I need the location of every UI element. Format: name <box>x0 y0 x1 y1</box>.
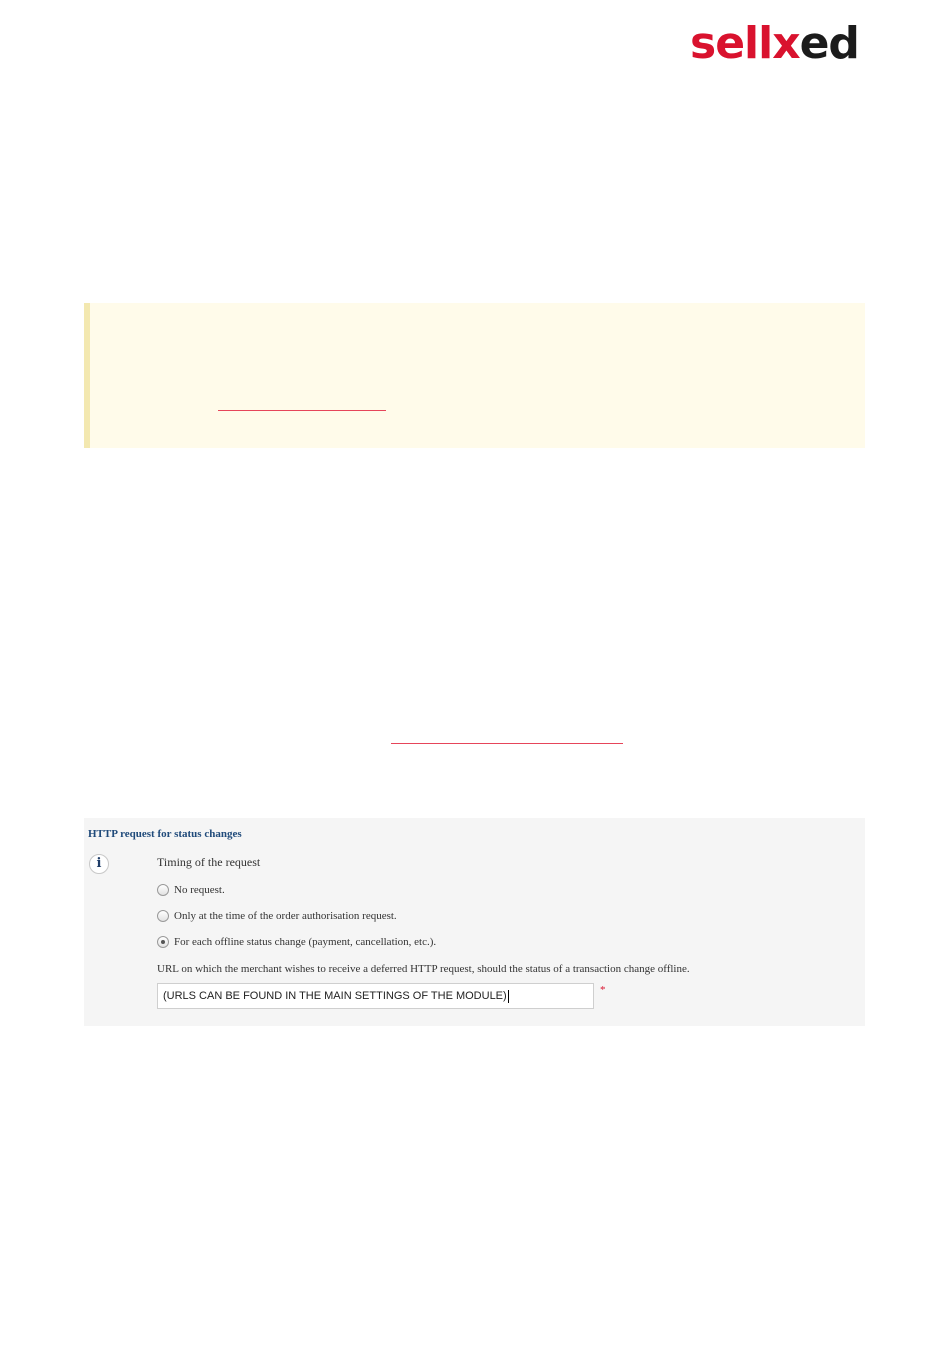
notice-box <box>84 303 865 448</box>
timing-label: Timing of the request <box>157 855 261 869</box>
radio-label: No request. <box>174 884 225 896</box>
radio-option-offline-status[interactable] <box>157 936 436 948</box>
url-input-value: (URLS CAN BE FOUND IN THE MAIN SETTINGS OF THE MODULE) <box>163 990 507 1002</box>
notice-link-underline[interactable] <box>218 410 386 411</box>
sellxed-logo <box>690 18 859 70</box>
body-link-underline[interactable] <box>391 743 623 744</box>
url-input[interactable] <box>157 983 594 1009</box>
radio-button[interactable] <box>157 884 169 896</box>
info-icon[interactable]: i <box>89 854 109 874</box>
radio-option-no-request[interactable] <box>157 884 225 896</box>
panel-title: HTTP request for status changes <box>88 828 242 840</box>
text-caret <box>508 990 509 1003</box>
radio-button-checked[interactable] <box>157 936 169 948</box>
http-request-settings-panel <box>84 818 865 1026</box>
radio-label: For each offline status change (payment, cancellation, etc.). <box>174 936 437 948</box>
logo-part-ed: ed <box>799 18 859 69</box>
radio-option-authorisation[interactable] <box>157 910 397 922</box>
required-marker: * <box>600 984 606 996</box>
url-description: URL on which the merchant wishes to receive a deferred HTTP request, should the status of a transaction change offline. <box>157 963 690 975</box>
logo-part-x: x <box>772 18 800 69</box>
logo-part-sell: sell <box>690 18 773 69</box>
radio-label: Only at the time of the order authorisation request. <box>174 910 397 922</box>
radio-button[interactable] <box>157 910 169 922</box>
